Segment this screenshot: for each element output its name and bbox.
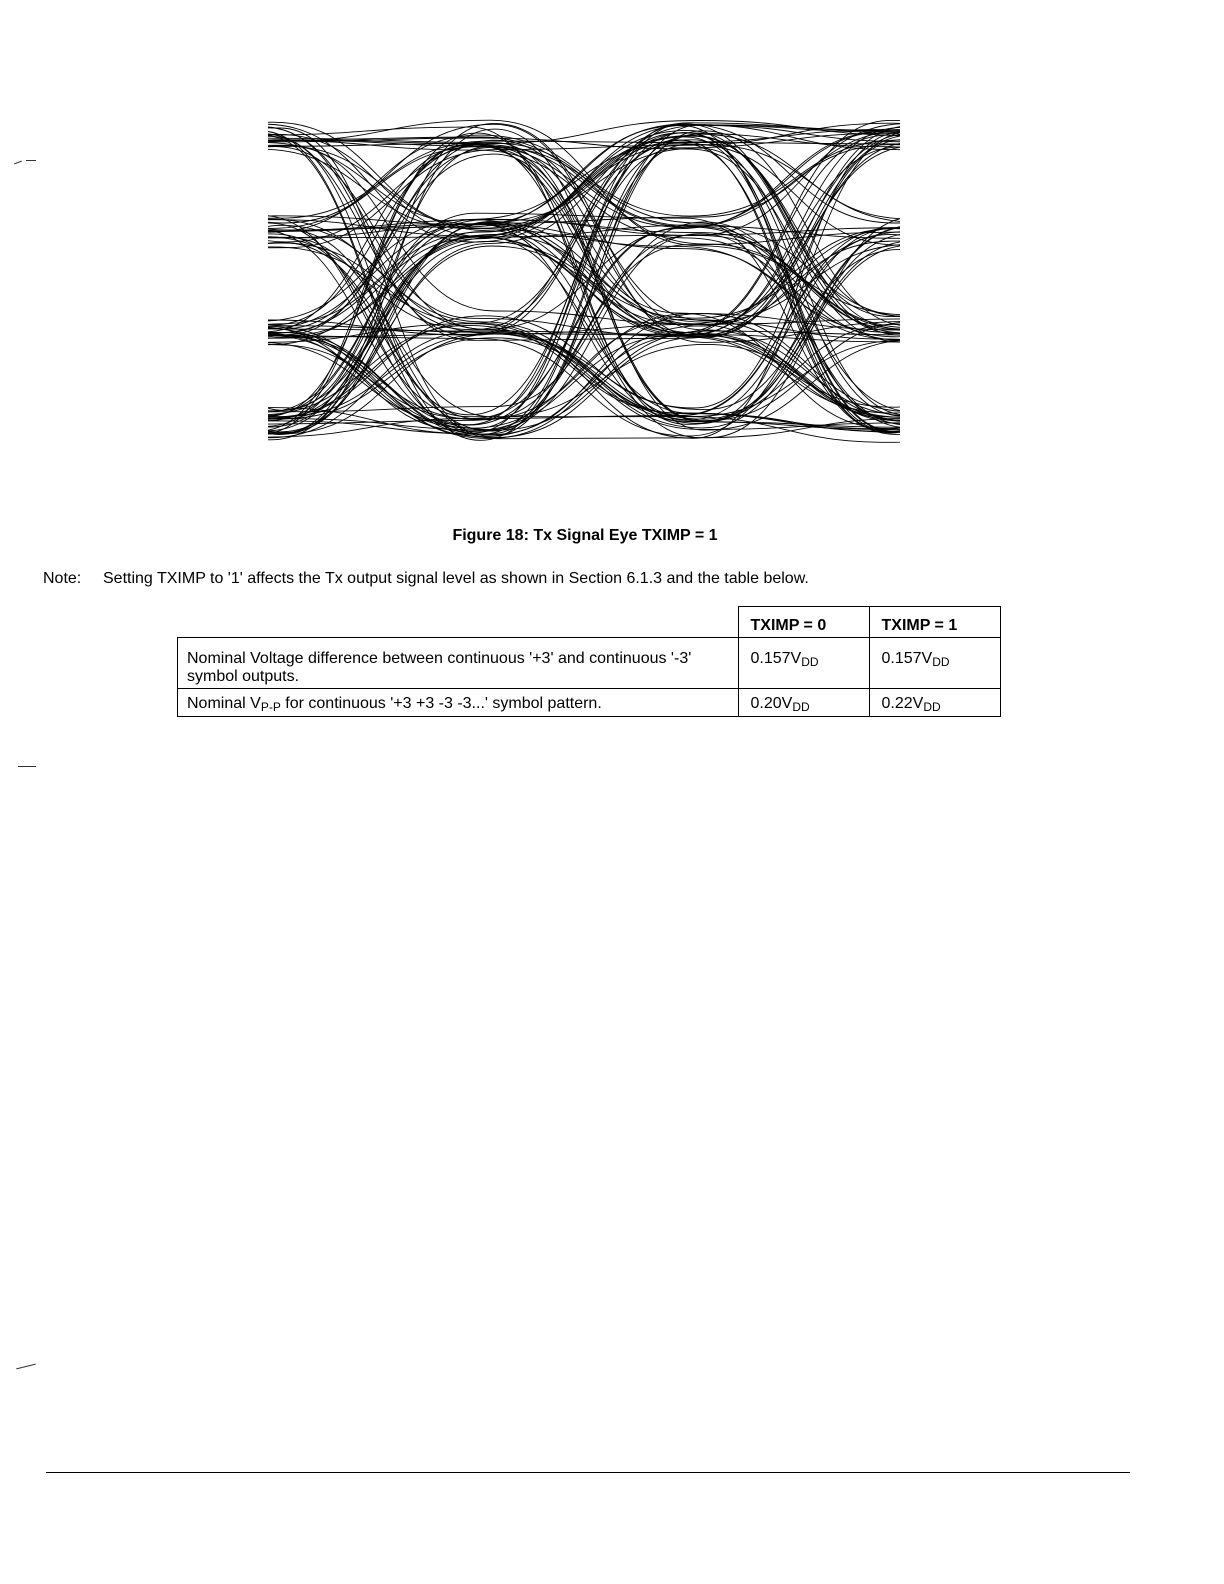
note-paragraph [43, 570, 809, 588]
row-label-voltage-difference: Nominal Voltage difference between continuous '+3' and continuous '-3' symbol outputs. [178, 638, 739, 689]
cell-subscript: DD [801, 655, 819, 669]
header-tximp-0: TXIMP = 0 [738, 607, 869, 638]
row-label-subscript: P-P [260, 700, 281, 714]
note-text: Setting TXIMP to '1' affects the Tx output signal level as shown in Section 6.1.3 and the table below. [103, 570, 809, 587]
note-label: Note: [43, 570, 82, 587]
table-row [178, 689, 1001, 717]
cell-tximp0-vpp [738, 689, 869, 717]
figure-caption: Figure 18: Tx Signal Eye TXIMP = 1 [452, 527, 718, 544]
cell-tximp1-vpp [869, 689, 1000, 717]
row-label-vpp [178, 689, 739, 717]
cell-tximp0-voltage-difference [738, 638, 869, 689]
table-row [178, 638, 1001, 689]
cell-value: 0.20V [750, 695, 793, 712]
eye-trace [268, 140, 900, 435]
header-tximp-1: TXIMP = 1 [869, 607, 1000, 638]
cell-value: 0.22V [881, 695, 924, 712]
table-header-blank [178, 607, 739, 638]
cell-value: 0.157V [750, 650, 802, 667]
cell-tximp1-voltage-difference [869, 638, 1000, 689]
scan-speck [16, 1364, 36, 1370]
tximp-table [177, 606, 1001, 717]
scan-speck [26, 160, 36, 161]
footer-rule [46, 1472, 1130, 1473]
scan-speck [14, 161, 22, 165]
cell-subscript: DD [923, 700, 941, 714]
eye-traces [268, 118, 900, 443]
cell-value: 0.157V [881, 650, 933, 667]
row-label-text: for continuous '+3 +3 -3 -3...' symbol pattern. [280, 695, 602, 712]
cell-subscript: DD [792, 700, 810, 714]
row-label-text: Nominal V [187, 695, 261, 712]
table-header-row [178, 607, 1001, 638]
cell-subscript: DD [932, 655, 950, 669]
scan-speck [18, 766, 36, 767]
eye-diagram-figure [268, 84, 900, 480]
